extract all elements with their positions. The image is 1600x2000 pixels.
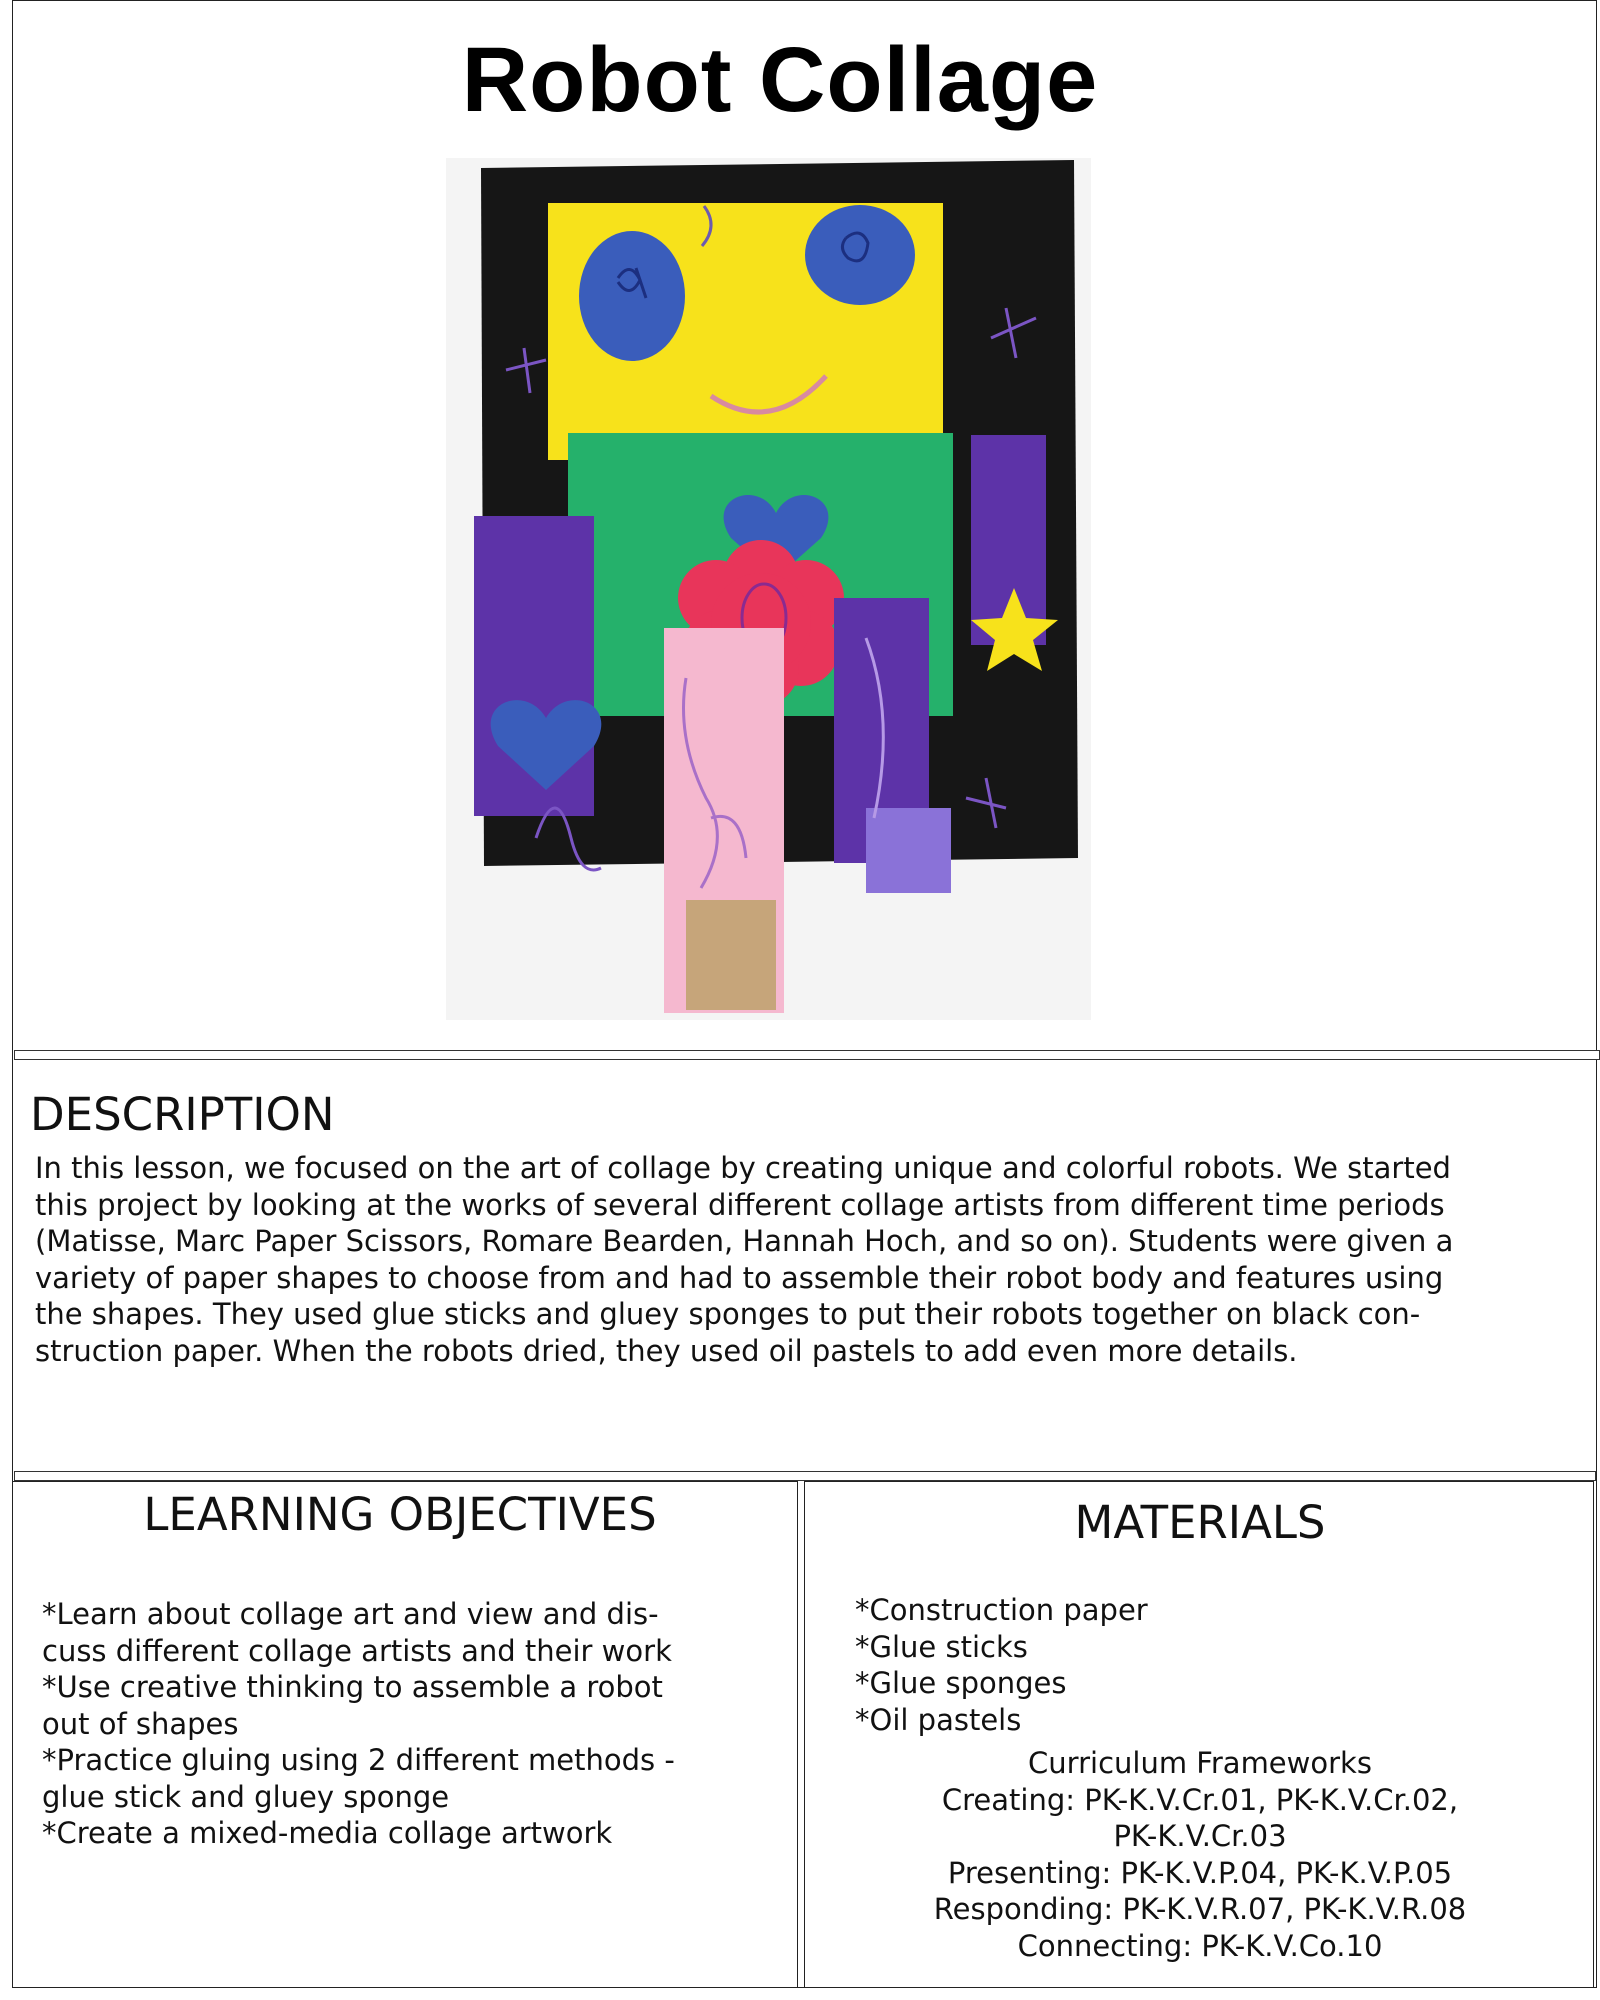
robot-right-eye xyxy=(805,205,915,305)
robot-left-foot xyxy=(686,900,776,1010)
description-line: the shapes. They used glue sticks and gluey sponges to put their robots together on black con- xyxy=(35,1297,1421,1331)
objective-line: cuss different collage artists and their work xyxy=(42,1633,672,1668)
objective-line: *Use creative thinking to assemble a robot xyxy=(42,1670,663,1704)
description-heading: DESCRIPTION xyxy=(30,1088,335,1141)
curriculum-line: Connecting: PK-K.V.Co.10 xyxy=(1017,1928,1383,1963)
description-line: struction paper. When the robots dried, they used oil pastels to add even more details. xyxy=(35,1333,1298,1368)
description-text xyxy=(35,1150,1555,1369)
learning-objectives-list xyxy=(42,1596,782,1852)
objective-line: *Create a mixed-media collage artwork xyxy=(42,1816,613,1850)
material-item: *Construction paper xyxy=(855,1593,1148,1627)
description-line: variety of paper shapes to choose from and had to assemble their robot body and features using xyxy=(35,1260,1444,1295)
materials-heading: MATERIALS xyxy=(1074,1496,1326,1549)
objective-line: glue stick and gluey sponge xyxy=(42,1779,450,1814)
objective-line: out of shapes xyxy=(42,1706,239,1741)
section-divider-bottom xyxy=(14,1471,1596,1481)
curriculum-line: Creating: PK-K.V.Cr.01, PK-K.V.Cr.02, xyxy=(941,1782,1459,1817)
curriculum-heading: Curriculum Frameworks xyxy=(1028,1746,1372,1780)
objective-line: *Learn about collage art and view and dis- xyxy=(42,1597,659,1631)
objective-line: *Practice gluing using 2 different methods - xyxy=(42,1743,675,1777)
material-item: *Glue sponges xyxy=(855,1666,1067,1700)
curriculum-line: PK-K.V.Cr.03 xyxy=(1113,1819,1287,1853)
robot-right-foot xyxy=(866,808,951,893)
description-line: (Matisse, Marc Paper Scissors, Romare Bearden, Hannah Hoch, and so on). Students were given a xyxy=(35,1224,1454,1258)
curriculum-line: Responding: PK-K.V.R.07, PK-K.V.R.08 xyxy=(933,1892,1467,1926)
robot-collage-illustration xyxy=(446,158,1091,1020)
section-divider-top xyxy=(14,1050,1600,1060)
description-line: this project by looking at the works of several different collage artists from different time periods xyxy=(35,1187,1445,1222)
learning-objectives-heading: LEARNING OBJECTIVES xyxy=(143,1488,657,1541)
material-item: *Oil pastels xyxy=(855,1702,1022,1737)
curriculum-line: Presenting: PK-K.V.P.04, PK-K.V.P.05 xyxy=(947,1855,1453,1890)
robot-left-eye xyxy=(579,231,685,361)
description-line: In this lesson, we focused on the art of collage by creating unique and colorful robots. We started xyxy=(35,1151,1451,1185)
curriculum-frameworks xyxy=(810,1745,1590,1964)
robot-collage-photo xyxy=(446,158,1091,1020)
materials-list xyxy=(855,1592,1555,1738)
material-item: *Glue sticks xyxy=(855,1629,1028,1664)
page-title: Robot Collage xyxy=(461,29,1099,131)
